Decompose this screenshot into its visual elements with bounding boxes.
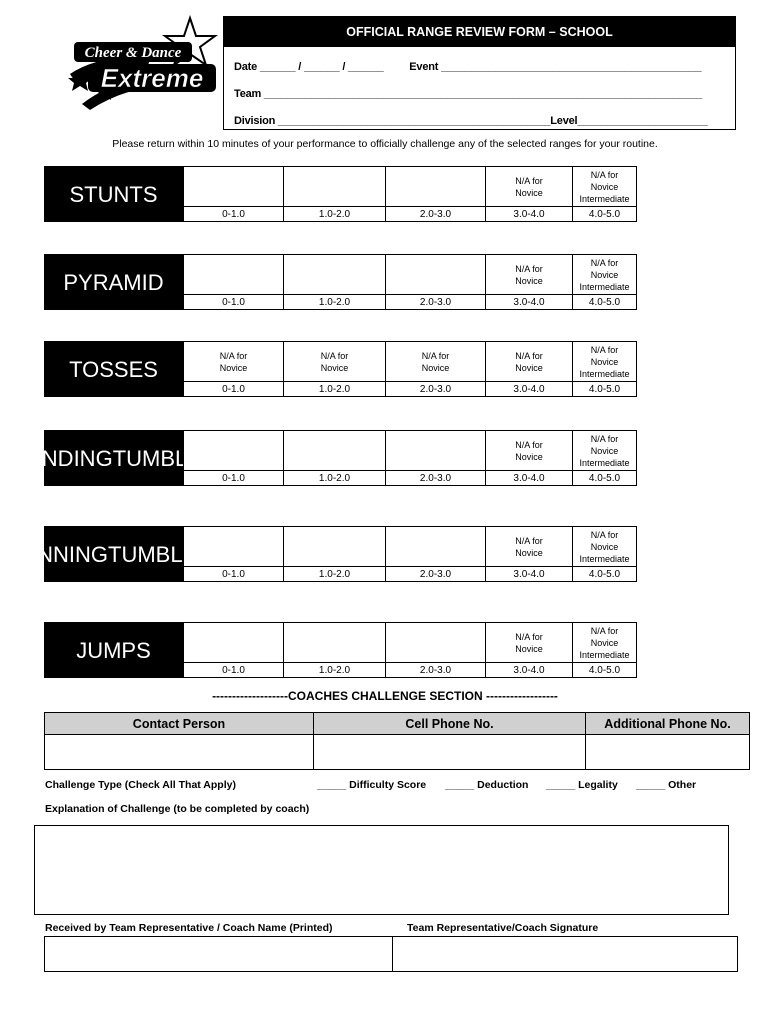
- cell-phone-header: Cell Phone No.: [314, 713, 586, 735]
- jumps-label: [44, 622, 183, 678]
- stunts-range-label: 0-1.0: [183, 206, 283, 222]
- contact-person-header: Contact Person: [45, 713, 314, 735]
- cell-phone-input[interactable]: [314, 735, 586, 770]
- pyramid-range-label: 1.0-2.0: [283, 294, 385, 310]
- jumps-range-label: 4.0-5.0: [572, 662, 637, 678]
- logo-text-top: Cheer & Dance: [84, 45, 182, 61]
- jumps-range-checkbox[interactable]: [183, 622, 284, 663]
- jumps-range-label: 2.0-3.0: [385, 662, 485, 678]
- standing-tumbling-range-checkbox[interactable]: [183, 430, 284, 471]
- running-tumbling-na-cell[interactable]: N/A for Novice Intermediate: [572, 526, 637, 567]
- additional-phone-input[interactable]: [586, 735, 750, 770]
- standing-tumbling-range-label: 3.0-4.0: [485, 470, 572, 486]
- instructions: Please return within 10 minutes of your performance to officially challenge any of the selected ranges for your routine.: [112, 138, 658, 150]
- header-box: [223, 16, 736, 130]
- running-tumbling-range-label: 4.0-5.0: [572, 566, 637, 582]
- pyramid-range-checkbox[interactable]: [385, 254, 486, 295]
- standing-tumbling-range-checkbox[interactable]: [283, 430, 386, 471]
- jumps-label-line: JUMPS: [76, 637, 151, 663]
- pyramid-label-line: PYRAMID: [63, 269, 164, 295]
- tosses-na-cell[interactable]: N/A for Novice: [283, 341, 386, 382]
- stunts-na-cell[interactable]: N/A for Novice: [485, 166, 573, 207]
- standing-tumbling-range-label: 1.0-2.0: [283, 470, 385, 486]
- option-legality[interactable]: _____ Legality: [546, 779, 618, 791]
- pyramid-range-label: 3.0-4.0: [485, 294, 572, 310]
- stunts-range-checkbox[interactable]: [385, 166, 486, 207]
- stunts-range-label: 4.0-5.0: [572, 206, 637, 222]
- option-other[interactable]: _____ Other: [636, 779, 697, 791]
- tosses-na-cell[interactable]: N/A for Novice: [183, 341, 284, 382]
- stunts-na-cell[interactable]: N/A for Novice Intermediate: [572, 166, 637, 207]
- running-tumbling-na-cell[interactable]: N/A for Novice: [485, 526, 573, 567]
- stunts-label: [44, 166, 183, 222]
- running-tumbling-range-checkbox[interactable]: [385, 526, 486, 567]
- jumps-na-cell[interactable]: N/A for Novice Intermediate: [572, 622, 637, 663]
- form-title: OFFICIAL RANGE REVIEW FORM – SCHOOL: [224, 17, 735, 47]
- tosses-range-label: 3.0-4.0: [485, 381, 572, 397]
- date-event-field[interactable]: Date ______ / ______ / ______ Event ____________________________________________: [234, 61, 702, 73]
- tosses-na-cell[interactable]: N/A for Novice: [485, 341, 573, 382]
- team-field[interactable]: Team __________________________________________________________________________: [234, 88, 702, 100]
- division-level-field[interactable]: Division ______________________________________________Level______________________: [234, 115, 708, 127]
- running-tumbling-range-label: 3.0-4.0: [485, 566, 572, 582]
- explanation-textarea[interactable]: [34, 825, 729, 915]
- running-tumbling-label-line: TUMBLING: [108, 541, 222, 567]
- logo-text-bottom: Extreme: [100, 63, 204, 93]
- tosses-label: [44, 341, 183, 397]
- running-tumbling-range-label: 1.0-2.0: [283, 566, 385, 582]
- tosses-na-cell[interactable]: N/A for Novice Intermediate: [572, 341, 637, 382]
- pyramid-range-label: 0-1.0: [183, 294, 283, 310]
- standing-tumbling-label-line: STANDING: [0, 445, 113, 471]
- option-deduction[interactable]: _____ Deduction: [445, 779, 529, 791]
- explanation-label: Explanation of Challenge (to be completed by coach): [45, 803, 310, 815]
- jumps-na-cell[interactable]: N/A for Novice: [485, 622, 573, 663]
- challenge-section-heading: -------------------COACHES CHALLENGE SECTION ------------------: [212, 689, 558, 703]
- option-difficulty-score[interactable]: _____ Difficulty Score: [317, 779, 427, 791]
- standing-tumbling-na-cell[interactable]: N/A for Novice: [485, 430, 573, 471]
- challenge-type-label: Challenge Type (Check All That Apply): [45, 779, 236, 791]
- pyramid-na-cell[interactable]: N/A for Novice: [485, 254, 573, 295]
- pyramid-range-label: 2.0-3.0: [385, 294, 485, 310]
- stunts-label-line: STUNTS: [69, 181, 158, 207]
- jumps-range-label: 0-1.0: [183, 662, 283, 678]
- running-tumbling-range-label: 0-1.0: [183, 566, 283, 582]
- standing-tumbling-label: [0, 430, 227, 486]
- stunts-range-label: 3.0-4.0: [485, 206, 572, 222]
- contact-table: [44, 712, 750, 770]
- standing-tumbling-range-checkbox[interactable]: [385, 430, 486, 471]
- tosses-range-label: 0-1.0: [183, 381, 283, 397]
- tosses-label-line: TOSSES: [69, 356, 158, 382]
- jumps-range-label: 3.0-4.0: [485, 662, 572, 678]
- stunts-range-checkbox[interactable]: [283, 166, 386, 207]
- standing-tumbling-range-label: 2.0-3.0: [385, 470, 485, 486]
- section-jumps: [44, 622, 636, 678]
- pyramid-range-label: 4.0-5.0: [572, 294, 637, 310]
- section-stunts: [44, 166, 636, 222]
- contact-person-input[interactable]: [45, 735, 314, 770]
- signature-label: Team Representative/Coach Signature: [407, 922, 599, 934]
- coach-signature-input[interactable]: [393, 937, 737, 971]
- pyramid-range-checkbox[interactable]: [283, 254, 386, 295]
- stunts-range-label: 2.0-3.0: [385, 206, 485, 222]
- jumps-range-checkbox[interactable]: [283, 622, 386, 663]
- running-tumbling-range-checkbox[interactable]: [283, 526, 386, 567]
- running-tumbling-range-label: 2.0-3.0: [385, 566, 485, 582]
- standing-tumbling-na-cell[interactable]: N/A for Novice Intermediate: [572, 430, 637, 471]
- tosses-range-label: 4.0-5.0: [572, 381, 637, 397]
- jumps-range-label: 1.0-2.0: [283, 662, 385, 678]
- coach-name-input[interactable]: [45, 937, 392, 971]
- section-tosses: [44, 341, 636, 397]
- additional-phone-header: Additional Phone No.: [586, 713, 750, 735]
- standing-tumbling-range-label: 4.0-5.0: [572, 470, 637, 486]
- section-running-tumbling: [5, 526, 636, 582]
- pyramid-label: [44, 254, 183, 310]
- tosses-range-label: 1.0-2.0: [283, 381, 385, 397]
- running-tumbling-label: [5, 526, 222, 582]
- tosses-range-label: 2.0-3.0: [385, 381, 485, 397]
- jumps-range-checkbox[interactable]: [385, 622, 486, 663]
- received-by-label: Received by Team Representative / Coach Name (Printed): [45, 922, 333, 934]
- standing-tumbling-range-label: 0-1.0: [183, 470, 283, 486]
- pyramid-na-cell[interactable]: N/A for Novice Intermediate: [572, 254, 637, 295]
- section-standing-tumbling: [0, 430, 636, 486]
- standing-tumbling-label-line: TUMBLING: [112, 445, 227, 471]
- signature-box: [44, 936, 738, 972]
- tosses-na-cell[interactable]: N/A for Novice: [385, 341, 486, 382]
- running-tumbling-range-checkbox[interactable]: [183, 526, 284, 567]
- stunts-range-checkbox[interactable]: [183, 166, 284, 207]
- running-tumbling-label-line: RUNNING: [5, 541, 108, 567]
- stunts-range-label: 1.0-2.0: [283, 206, 385, 222]
- pyramid-range-checkbox[interactable]: [183, 254, 284, 295]
- cheer-dance-extreme-logo: [60, 14, 220, 110]
- section-pyramid: [44, 254, 636, 310]
